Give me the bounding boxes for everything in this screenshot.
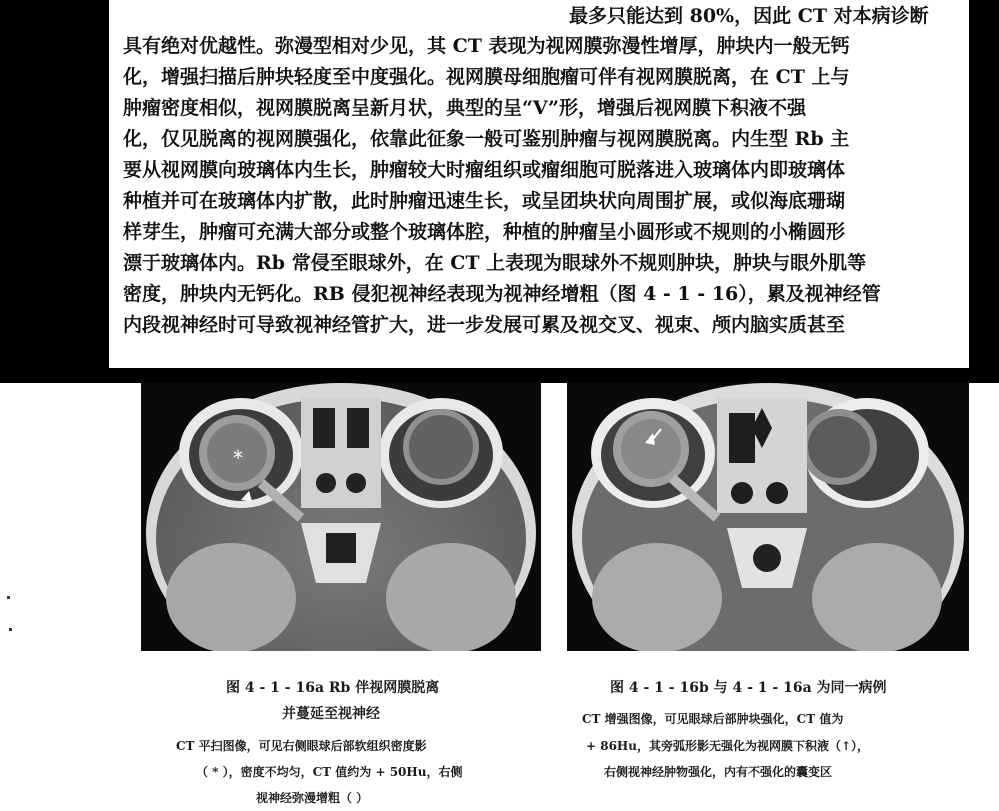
article-line: 要从视网膜向玻璃体内生长，肿瘤较大时瘤组织或瘤细胞可脱落进入玻璃体内即玻璃体 [123, 159, 846, 181]
article-line: 化，仅见脱离的视网膜强化，依靠此征象一般可鉴别肿瘤与视网膜脱离。内生型 Rb 主 [123, 128, 850, 150]
figure-b-caption-line: + 86Hu，其旁弧形影无强化为视网膜下积液（↑）， [586, 739, 870, 753]
article-line: 密度，肿块内无钙化。RB 侵犯视神经表现为视神经增粗（图 4 - 1 - 16），累及视神经管 [123, 283, 881, 305]
article-line: 种植并可在玻璃体内扩散，此时肿瘤迅速生长，或呈团块状向周围扩展，或似海底珊瑚 [123, 190, 846, 212]
figure-b-caption-title: 图 4 - 1 - 16b 与 4 - 1 - 16a 为同一病例 [610, 680, 887, 696]
article-line: 具有绝对优越性。弥漫型相对少见，其 CT 表现为视网膜弥漫性增厚，肿块内一般无钙 [123, 35, 850, 57]
figure-a-caption-title-cont: 并蔓延至视神经 [282, 706, 380, 722]
figure-b-caption-line: CT 增强图像，可见眼球后部肿块强化，CT 值为 [582, 712, 844, 726]
figure-a-caption-title: 图 4 - 1 - 16a Rb 伴视网膜脱离 [226, 680, 440, 696]
figure-a-caption-line: （ * ），密度不均匀，CT 值约为 + 50Hu，右侧 [196, 765, 463, 779]
article-line: 内段视神经时可导致视神经管扩大，进一步发展可累及视交叉、视束、颅内脑实质甚至 [123, 314, 846, 336]
article-line: 化，增强扫描后肿块轻度至中度强化。视网膜母细胞瘤可伴有视网膜脱离，在 CT 上与 [123, 66, 850, 88]
article-text-block [109, 0, 969, 368]
lesion-asterisk: * [233, 446, 243, 470]
scan-speck [9, 628, 12, 631]
scan-speck [7, 596, 10, 599]
figure-b-caption-line: 右侧视神经肿物强化，内有不强化的囊变区 [604, 765, 833, 779]
figure-a-caption-line: 视神经弥漫增粗（ ） [256, 791, 369, 805]
article-line: 样芽生，肿瘤可充满大部分或整个玻璃体腔，种植的肿瘤呈小圆形或不规则的小椭圆形 [123, 221, 846, 243]
ct-image-contrast-enhanced [567, 383, 969, 651]
article-line: 肿瘤密度相似，视网膜脱离呈新月状，典型的呈“V”形，增强后视网膜下积液不强 [123, 97, 806, 119]
ct-image-plain-scan [141, 383, 541, 651]
figure-a-caption-line: CT 平扫图像，可见右侧眼球后部软组织密度影 [176, 739, 427, 753]
article-line: 最多只能达到 80%，因此 CT 对本病诊断 [569, 5, 929, 27]
article-line: 漂于玻璃体内。Rb 常侵至眼球外，在 CT 上表现为眼球外不规则肿块，肿块与眼外肌等 [123, 252, 867, 274]
